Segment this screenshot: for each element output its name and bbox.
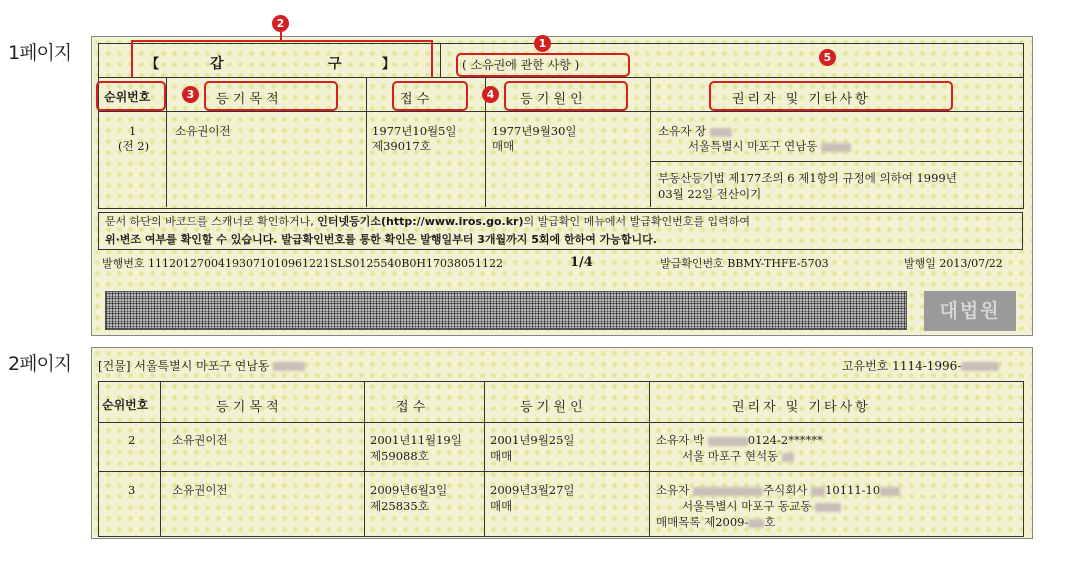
owner-address: 서울 마포구 현석동: [682, 449, 779, 463]
row3-owner: [656, 482, 900, 498]
redacted-name: [708, 437, 748, 446]
row3-cause-type: 매매: [490, 499, 513, 513]
badge-3: 3: [182, 86, 199, 103]
iros-link[interactable]: 인터넷등기소(http://www.iros.go.kr): [317, 215, 524, 228]
register-page-1: [91, 17, 1033, 336]
section-subtitle: ( 소유권에 관한 사항 ): [462, 58, 580, 72]
owner-label: 소유자: [656, 483, 690, 497]
highlight-section-bracket: [131, 40, 433, 78]
redacted-address: [821, 143, 851, 152]
section-bracket-close: 】: [382, 57, 396, 72]
row3-sale-list: [656, 514, 775, 530]
highlight-subtitle: [456, 53, 630, 77]
highlight-seq: [96, 81, 166, 111]
header-purpose: 등 기 목 적: [216, 92, 279, 107]
header-rights: 권리자 및 기타사항: [732, 400, 871, 415]
badge-4: 4: [482, 86, 499, 103]
owner-label: 소유자 장: [658, 124, 707, 138]
building-address: [건물] 서울특별시 마포구 연남동: [98, 359, 270, 373]
page-counter: 1/4: [570, 255, 593, 270]
row2-owner-address: [682, 448, 794, 464]
section-title-ga: 갑: [210, 56, 224, 72]
row2-receipt-date: 2001년11월19일: [370, 433, 462, 447]
row3-receipt-date: 2009년6월3일: [370, 483, 448, 497]
sale-list: 매매목록 제2009-: [656, 515, 749, 529]
redacted-id: [880, 487, 900, 496]
row-seq: 1: [129, 124, 137, 138]
redacted-name: [710, 128, 732, 137]
notice-line-1: [105, 213, 1016, 231]
row2-cause-type: 매매: [490, 449, 513, 463]
verification-notice: [98, 212, 1023, 250]
header-seq: 순위번호: [102, 398, 149, 412]
badge-5: 5: [819, 49, 836, 66]
redacted-unique-no: [961, 362, 999, 371]
register-page-2: [91, 347, 1033, 539]
sale-suffix: 호: [764, 515, 776, 529]
row-receipt-no: 제39017호: [372, 139, 431, 153]
section-bracket-open: 【: [146, 57, 160, 72]
redacted-building-no: [273, 362, 305, 371]
owner-address: 서울특별시 마포구 연남동: [688, 139, 818, 153]
row-remark-2: 03월 22일 전산이기: [658, 187, 762, 201]
badge-2: 2: [272, 15, 289, 32]
row-owner: [658, 123, 732, 139]
page1-label: 1페이지: [8, 42, 72, 64]
row2-receipt-no: 제59088호: [370, 449, 429, 463]
notice-text-2: 의 발급확인 메뉴에서 발급확인번호를 입력하여: [523, 215, 751, 228]
row-receipt-date: 1977년10월5일: [372, 124, 457, 138]
owner-id: 0124-2******: [747, 433, 823, 447]
row3-purpose: 소유권이전: [172, 483, 228, 497]
owner-company: 주식회사: [762, 483, 808, 497]
row3-owner-address: [682, 498, 841, 514]
header-seq: 순위번호: [104, 90, 151, 104]
row3-cause-date: 2009년3월27일: [490, 483, 575, 497]
owner-address: 서울특별시 마포구 동교동: [682, 499, 812, 513]
row-purpose: 소유권이전: [175, 124, 231, 138]
supreme-court-seal: 대법원: [924, 291, 1016, 331]
issue-date: 발행일 2013/07/22: [904, 257, 1003, 270]
notice-line-2: 위·변조 여부를 확인할 수 있습니다. 발급확인번호를 통한 확인은 발행일부터 3개월까지 5회에 한하여 가능합니다.: [105, 233, 657, 246]
row-cause-type: 매매: [492, 139, 515, 153]
highlight-receipt: [392, 81, 468, 111]
owner-label: 소유자 박: [656, 433, 705, 447]
header-cause: 등 기 원 인: [520, 92, 583, 107]
row2-purpose: 소유권이전: [172, 433, 228, 447]
badge-2-connector: [280, 32, 282, 41]
header-cause: 등 기 원 인: [520, 400, 583, 415]
row2-owner: [656, 432, 823, 448]
row-owner-address: [688, 138, 851, 154]
header-rights: 권리자 및 기타사항: [732, 92, 871, 107]
row-remark-1: 부동산등기법 제177조의 6 제1항의 규정에 의하여 1999년: [658, 171, 957, 185]
barcode: [105, 291, 907, 330]
highlight-cause: [504, 81, 628, 111]
row3-seq: 3: [128, 483, 136, 497]
header-purpose: 등 기 목 적: [216, 400, 279, 415]
section-title-gu: 구: [328, 56, 342, 72]
redacted-company: [693, 487, 763, 496]
issue-number: 발행번호 11120127004193071010961221SLS0125540B0H17038051122: [102, 257, 503, 270]
row2-seq: 2: [128, 433, 136, 447]
badge-1: 1: [534, 35, 551, 52]
redacted-address: [815, 503, 841, 512]
header-receipt: 접 수: [400, 92, 430, 107]
row-seq-sub: (전 2): [118, 139, 150, 153]
owner-id: 10111-10: [825, 483, 881, 497]
row3-receipt-no: 제25835호: [370, 499, 429, 513]
unique-number: [842, 358, 999, 374]
notice-text-1: 문서 하단의 바코드를 스캐너로 확인하거나,: [105, 215, 318, 228]
redacted-sale-no: [748, 519, 764, 528]
highlight-purpose: [204, 81, 338, 111]
unique-no-text: 고유번호 1114-1996-: [842, 359, 962, 373]
header-receipt: 접 수: [396, 400, 426, 415]
row-cause-date: 1977년9월30일: [492, 124, 577, 138]
row2-cause-date: 2001년9월25일: [490, 433, 575, 447]
building-line: [98, 358, 305, 374]
confirm-number: 발급확인번호 BBMY-THFE-5703: [660, 257, 829, 270]
redacted-id-prefix: [811, 487, 825, 496]
redacted-address: [782, 453, 794, 462]
page2-label: 2페이지: [8, 353, 72, 375]
highlight-rights: [709, 81, 953, 111]
